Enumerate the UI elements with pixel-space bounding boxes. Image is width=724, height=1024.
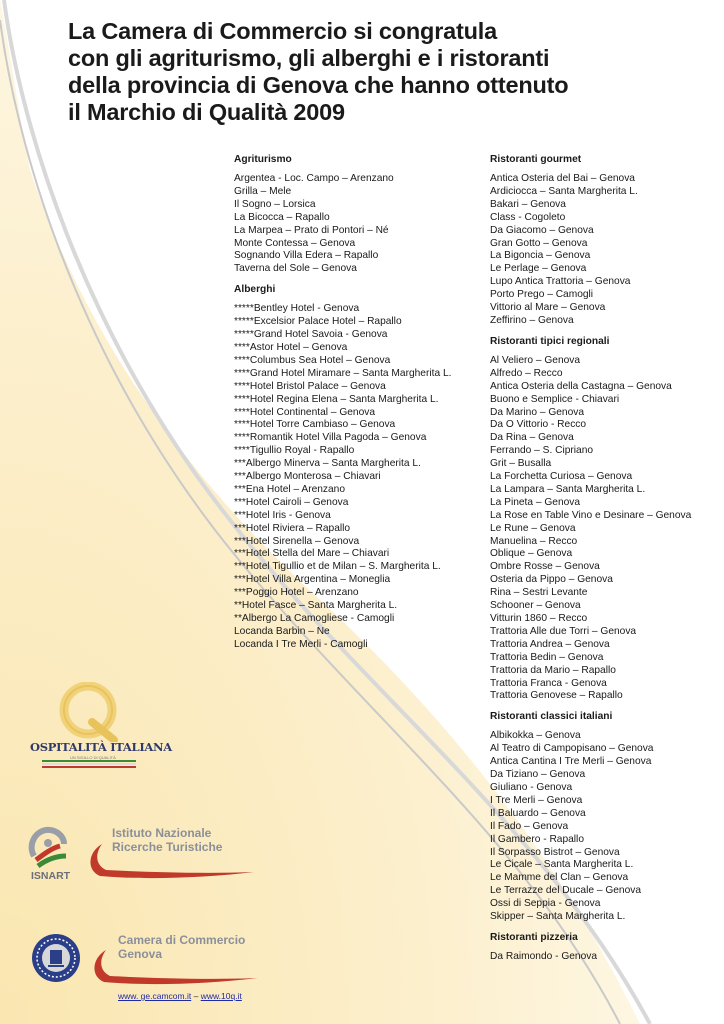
list-item: Trattoria Franca - Genova <box>490 677 607 689</box>
list-item: Oblique – Genova <box>490 548 573 560</box>
list-item: Manuelina – Recco <box>490 535 578 547</box>
item-list <box>490 730 720 924</box>
list-item: Da Tiziano – Genova <box>490 769 586 781</box>
q-mark-icon <box>30 682 150 742</box>
list-item: Il Sorpasso Bistrot – Genova <box>490 846 620 858</box>
list-item: Le Mamme del Clan – Genova <box>490 872 629 884</box>
isnart-acronym: ISNART <box>31 870 71 882</box>
list-item: Locanda I Tre Merli - Camogli <box>234 638 368 650</box>
section-classici <box>490 710 720 924</box>
list-item: Il Baluardo – Genova <box>490 807 586 819</box>
list-item: ****Hotel Regina Elena – Santa Margherita L. <box>234 393 439 405</box>
list-item: Porto Prego – Camogli <box>490 289 594 301</box>
list-item: ****Romantik Hotel Villa Pagoda – Genova <box>234 432 427 444</box>
list-item: Argentea - Loc. Campo – Arenzano <box>234 173 394 184</box>
title-line: con gli agriturismo, gli alberghi e i ristoranti <box>68 45 550 71</box>
list-item: ***Hotel Sirenella – Genova <box>234 535 360 547</box>
ospitalita-italiana-logo <box>30 682 172 772</box>
list-item: Il Sogno – Lorsica <box>234 198 316 210</box>
list-item: Skipper – Santa Margherita L. <box>490 911 626 923</box>
title-line: il Marchio di Qualità 2009 <box>68 99 345 125</box>
list-item: Albikokka – Genova <box>490 730 581 742</box>
list-item: Vitturin 1860 – Recco <box>490 613 588 624</box>
list-item: ***Albergo Minerva – Santa Margherita L. <box>234 458 421 470</box>
list-item: *****Grand Hotel Savoia - Genova <box>234 329 388 341</box>
list-item: Trattoria Bedin – Genova <box>490 651 604 663</box>
section-heading: Ristoranti tipici regionali <box>490 335 610 347</box>
list-item: La Marpea – Prato di Pontori – Né <box>234 224 389 236</box>
page-title <box>68 18 708 126</box>
list-item: ***Hotel Iris - Genova <box>234 509 331 521</box>
isnart-emblem-icon <box>26 826 72 870</box>
list-item: Schooner – Genova <box>490 600 581 612</box>
list-item: Al Veliero – Genova <box>490 354 581 366</box>
list-item: Class - Cogoleto <box>490 211 566 223</box>
list-item: Trattoria da Mario – Rapallo <box>490 664 616 676</box>
list-item: Zeffirino – Genova <box>490 314 574 326</box>
list-item: Trattoria Genovese – Rapallo <box>490 690 623 702</box>
list-item: Taverna del Sole – Genova <box>234 263 357 275</box>
list-item: ****Grand Hotel Miramare – Santa Margherita L. <box>234 367 452 379</box>
section-heading: Ristoranti gourmet <box>490 154 582 165</box>
list-item: Da O Vittorio - Recco <box>490 419 587 431</box>
list-item: ****Columbus Sea Hotel – Genova <box>234 354 391 366</box>
list-item: La Lampara – Santa Margherita L. <box>490 483 646 495</box>
link-separator: – <box>193 991 199 1001</box>
list-item: Antica Osteria della Castagna – Genova <box>490 380 672 392</box>
list-item: Le Terrazze del Ducale – Genova <box>490 885 642 897</box>
isnart-red-swash <box>84 842 256 882</box>
item-list <box>490 355 720 703</box>
list-item: Buono e Semplice - Chiavari <box>490 393 620 405</box>
list-item: Trattoria Alle due Torri – Genova <box>490 625 637 637</box>
list-item: Sognando Villa Edera – Rapallo <box>234 250 379 262</box>
list-item: La Bigoncia – Genova <box>490 250 591 262</box>
column-accommodation <box>234 153 484 659</box>
section-heading: Alberghi <box>234 284 276 296</box>
camcom-name-line: Camera di Commercio <box>118 933 246 947</box>
list-item: ***Hotel Cairoli – Genova <box>234 496 349 508</box>
list-item: Le Rune – Genova <box>490 522 576 534</box>
list-item: ***Hotel Tigullio et de Milan – S. Margherita L. <box>234 561 441 573</box>
list-item: Osteria da Pippo – Genova <box>490 574 613 586</box>
camcom-red-swash <box>88 948 260 988</box>
title-line: La Camera di Commercio si congratula <box>68 18 497 44</box>
item-list <box>234 173 484 276</box>
isnart-name-line: Istituto Nazionale <box>112 826 212 840</box>
camcom-name-line: Genova <box>118 947 163 961</box>
list-item: Le Cicale – Santa Margherita L. <box>490 859 634 871</box>
list-item: La Pineta – Genova <box>490 496 581 508</box>
list-item: Alfredo – Recco <box>490 367 563 379</box>
list-item: Ardiciocca – Santa Margherita L. <box>490 185 638 197</box>
list-item: Da Rina – Genova <box>490 432 574 444</box>
list-item: ***Hotel Riviera – Rapallo <box>234 522 351 534</box>
list-item: ***Hotel Stella del Mare – Chiavari <box>234 548 390 560</box>
list-item: Ferrando – S. Cipriano <box>490 445 594 457</box>
list-item: Da Raimondo - Genova <box>490 950 598 962</box>
list-item: Le Perlage – Genova <box>490 263 587 275</box>
list-item: Locanda Barbin – Ne <box>234 625 330 637</box>
section-alberghi <box>234 283 484 651</box>
10q-link[interactable]: www.10q.it <box>200 991 242 1001</box>
list-item: I Tre Merli – Genova <box>490 794 583 806</box>
list-item: Trattoria Andrea – Genova <box>490 638 610 650</box>
list-item: Bakari – Genova <box>490 198 566 210</box>
list-item: Il Fado – Genova <box>490 820 569 832</box>
section-heading: Ristoranti classici italiani <box>490 711 613 723</box>
camcom-link[interactable]: www. ge.camcom.it <box>118 991 192 1001</box>
list-item: **Albergo La Camogliese - Camogli <box>234 613 395 624</box>
column-restaurants <box>490 153 720 971</box>
list-item: La Bicocca – Rapallo <box>234 211 330 223</box>
list-item: Ossi di Seppia - Genova <box>490 898 601 910</box>
camcom-seal-icon <box>30 932 82 984</box>
list-item: Da Marino – Genova <box>490 406 585 418</box>
list-item: ***Ena Hotel – Arenzano <box>234 483 346 495</box>
list-item: ***Hotel Villa Argentina – Moneglia <box>234 574 391 586</box>
list-item: Da Giacomo – Genova <box>490 224 594 236</box>
list-item: ****Hotel Bristol Palace – Genova <box>234 380 386 392</box>
isnart-name-line: Ricerche Turistiche <box>112 840 223 854</box>
list-item: **Hotel Fasce – Santa Margherita L. <box>234 600 398 612</box>
item-list <box>490 173 720 328</box>
section-agriturismo <box>234 153 484 276</box>
item-list <box>490 951 720 964</box>
list-item: Grilla – Mele <box>234 185 292 197</box>
section-pizzeria <box>490 931 720 964</box>
section-heading: Ristoranti pizzeria <box>490 931 578 943</box>
list-item: Ombre Rosse – Genova <box>490 561 600 573</box>
list-item: *****Excelsior Palace Hotel – Rapallo <box>234 316 402 328</box>
list-item: ****Astor Hotel – Genova <box>234 341 348 353</box>
list-item: ****Tigullio Royal - Rapallo <box>234 445 355 457</box>
list-item: La Rose en Table Vino e Desinare – Genova <box>490 509 692 521</box>
list-item: ***Poggio Hotel – Arenzano <box>234 587 359 599</box>
list-item: Al Teatro di Campopisano – Genova <box>490 743 654 755</box>
list-item: Gran Gotto – Genova <box>490 237 588 249</box>
item-list <box>234 303 484 651</box>
list-item: Antica Osteria del Bai – Genova <box>490 173 635 184</box>
section-heading: Agriturismo <box>234 154 292 165</box>
list-item: Antica Cantina I Tre Merli – Genova <box>490 756 652 768</box>
list-item: Monte Contessa – Genova <box>234 237 356 249</box>
list-item: Grit – Busalla <box>490 458 552 470</box>
list-item: ****Hotel Torre Cambiaso – Genova <box>234 419 396 431</box>
ospitalita-name: OSPITALITÀ ITALIANA <box>30 740 172 754</box>
ospitalita-subtitle: UN SIGILLO DI QUALITÀ <box>70 755 116 760</box>
list-item: Lupo Antica Trattoria – Genova <box>490 276 631 288</box>
list-item: ***Albergo Monterosa – Chiavari <box>234 471 381 483</box>
list-item: *****Bentley Hotel - Genova <box>234 303 360 315</box>
list-item: ****Hotel Continental – Genova <box>234 406 376 418</box>
list-item: Vittorio al Mare – Genova <box>490 302 606 314</box>
list-item: Giuliano - Genova <box>490 781 573 793</box>
footer-links <box>118 991 242 1001</box>
section-tipici <box>490 335 720 703</box>
list-item: La Forchetta Curiosa – Genova <box>490 471 633 483</box>
title-line: della provincia di Genova che hanno ottenuto <box>68 72 569 98</box>
tricolor-stripes <box>42 760 136 768</box>
section-gourmet <box>490 153 720 328</box>
list-item: Rina – Sestri Levante <box>490 587 588 599</box>
list-item: Il Gambero - Rapallo <box>490 833 584 845</box>
